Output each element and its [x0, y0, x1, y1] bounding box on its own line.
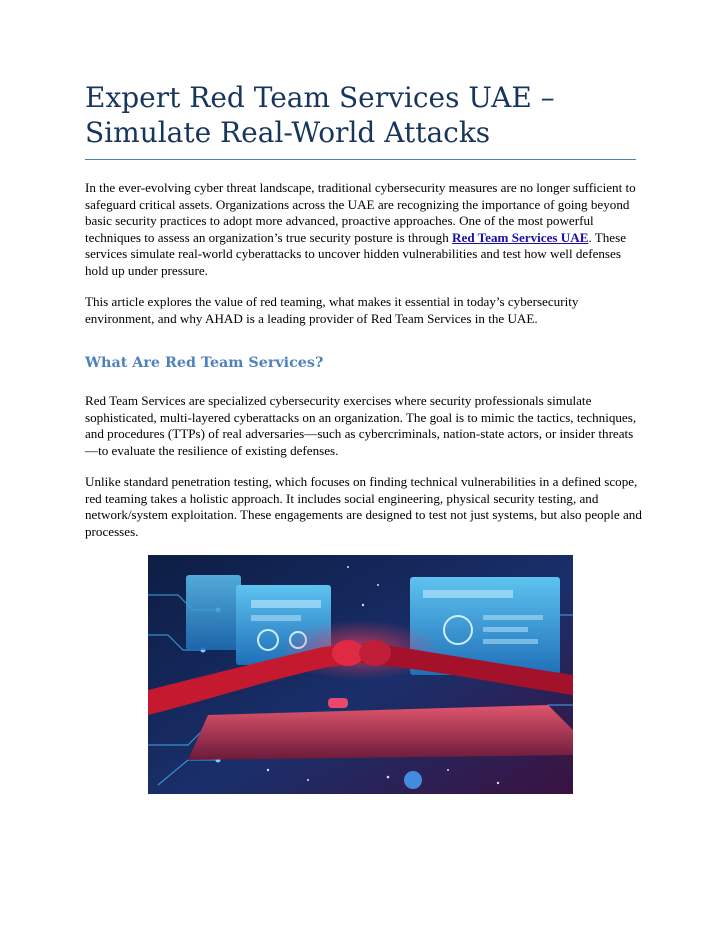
hero-image-fist-bump-monitors [148, 555, 573, 794]
comparison-paragraph: Unlike standard penetration testing, which focuses on finding technical vulnerabilities in a defined scope, red teaming takes a holistic approach. It includes social engineering, physical security testing, and network/system exploitation. These engagements are designed to test not just systems, but also people and processes. [85, 474, 642, 539]
title-line-1: Expert Red Team Services UAE – [85, 81, 555, 114]
intro-text-before-link: In the ever-evolving cyber threat landscape, traditional cybersecurity measures are no longer sufficient to safeguard critical assets. Organizations across the UAE are recognizing the importance of going beyond basic security practices to adopt more advanced, proactive approaches. One of the most powerful techniques to assess an organization’s true security posture is through [85, 180, 636, 245]
intro-paragraph [85, 180, 645, 280]
section-heading: What Are Red Team Services? [85, 355, 324, 371]
page-title [85, 80, 645, 150]
intro-text-after-link: . These services simulate real-world cyberattacks to uncover hidden vulnerabilities and test how well defenses hold up under pressure. [85, 229, 627, 278]
title-underline [85, 159, 636, 160]
definition-paragraph: Red Team Services are specialized cybersecurity exercises where security professionals simulate sophisticated, multi-layered cyberattacks on an organization. The goal is to mimic the tactics, techniques, and procedures (TTPs) of real adversaries—such as cybercriminals, nation-state actors, or insider threats—to evaluate the resilience of existing defenses. [85, 393, 637, 458]
article-overview-paragraph: This article explores the value of red teaming, what makes it essential in today’s cybersecurity environment, and why AHAD is a leading provider of Red Team Services in the UAE. [85, 294, 579, 326]
red-team-services-link[interactable]: Red Team Services UAE [452, 229, 589, 245]
title-line-2: Simulate Real-World Attacks [85, 116, 491, 149]
